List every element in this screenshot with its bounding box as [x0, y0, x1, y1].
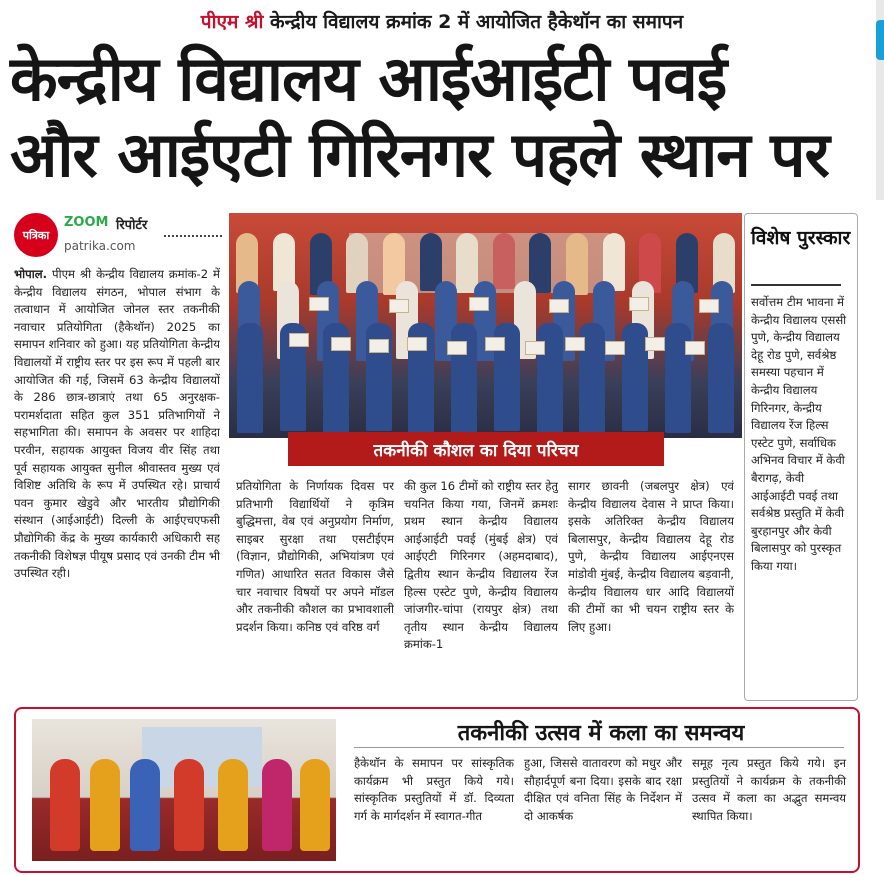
byline-divider — [164, 235, 222, 237]
special-awards-text: सर्वोत्तम टीम भावना में केन्द्रीय विद्यालय एससी पुणे, केन्द्रीय विद्यालय देहू रोड पुणे, सर्वश्रेष्ठ समस्या पहचान में केन्द्रीय विद्यालय गिरिनगर, केन्द्रीय विद्यालय रेंज हिल्स एस्टेट पुणे, सर्वाधिक अभिनव विचार में केवी बैरागढ़, केवी आईआईटी पवई तथा सर्वश्रेष्ठ प्रस्तुति में केवी बुरहानपुर और केवी बिलासपुर को पुरस्कृत किया गया। — [751, 295, 847, 573]
culture-column-2: हुआ, जिससे वातावरण को मधुर और सौहार्दपूर्ण बना दिया। इसके बाद रक्षा दीक्षित एवं वनिता सिंह के निर्देशन में दो आकर्षक — [524, 756, 682, 823]
kicker-red: पीएम श्री — [200, 11, 264, 33]
reporter-label: रिपोर्टर — [116, 218, 148, 233]
special-awards-box — [744, 213, 858, 701]
site-name: patrika.com — [64, 239, 136, 253]
byline — [14, 213, 224, 259]
headline-line-2: और आईएटी गिरिनगर पहले स्थान पर — [10, 118, 829, 191]
culture-panel — [14, 707, 860, 873]
dance-photo — [32, 719, 336, 861]
skills-column-3: सागर छावनी (जबलपुर क्षेत्र) एवं केन्द्रीय विद्यालय देवास ने प्राप्त किया। इसके अतिरिक्त केन्द्रीय विद्यालय बिलासपुर, केन्द्रीय विद्यालय देहू रोड पुणे, केन्द्रीय विद्यालय आईएनएस मांडोवी मुंबई, केन्द्रीय विद्यालय बड़वानी, केन्द्रीय विद्यालय धार आदि विद्यालयों की टीमों का भी चयन राष्ट्रीय स्तर के लिए हुआ। — [568, 479, 734, 634]
skills-column-1: प्रतियोगिता के निर्णायक दिवस पर प्रतिभागी विद्यार्थियों ने कृत्रिम बुद्धिमत्ता, वेब एवं अनुप्रयोग निर्माण, साइबर सुरक्षा तथा एसटीईएम (विज्ञान, प्रौद्योगिकी, अभियांत्रण एवं गणित) आधारित सतत विकास जैसे चार नवाचार विषयों पर अपने मॉडल और तकनीकी कौशल का प्रभावशाली प्रदर्शन किया। कनिष्ठ एवं वरिष्ठ वर्ग — [236, 479, 394, 634]
section-title-culture: तकनीकी उत्सव में कला का समन्वय — [457, 721, 745, 746]
dateline: भोपाल. — [14, 267, 48, 281]
section-title-skills: तकनीकी कौशल का दिया परिचय — [288, 432, 664, 466]
lead-column — [14, 266, 220, 704]
culture-rule — [354, 747, 844, 748]
lead-text: पीएम श्री केन्द्रीय विद्यालय क्रमांक-2 में केन्द्रीय विद्यालय संगठन, भोपाल संभाग के तत्वाधान में आयोजित जोनल स्तर तकनीकी नवाचार प्रतियोगिता (हैकेथॉन) 2025 का समापन शनिवार को हुआ। यह प्रतियोगिता केन्द्रीय विद्यालयों में राष्ट्रीय स्तर पर इस रूप में पहली बार आयोजित की गई, जिसमें 63 केन्द्रीय विद्यालयों के 286 छात्र-छात्राएं तथा 65 अनुरक्षक-परामर्शदाता सहित कुल 351 प्रतिभागियों ने सहभागिता की। समापन के अवसर पर शाहिदा परवीन, सहायक आयुक्त विजय वीर सिंह तथा पूर्व सहायक आयुक्त सुनील श्रीवास्तव मुख्य एवं विशिष्ट अतिथि के रूप में उपस्थित रहे। प्राचार्य पवन कुमार खेडुवे और भारतीय प्रौद्योगिकी संस्थान (आईआईटी) दिल्ली के आईएचएफसी प्रौद्योगिकी केंद्र के मुख्य कार्यकारी अधिकारी सह तकनीकी विशेषज्ञ पीयूष प्रसाद एवं उनकी टीम भी उपस्थित रही। — [14, 267, 220, 581]
zoom-logo: ZOOM — [64, 215, 109, 230]
culture-column-3: समूह नृत्य प्रस्तुत किये गये। इन प्रस्तुतियों ने कार्यक्रम के तकनीकी उत्सव में कला का अद्भुत समन्वय स्थापित किया। — [692, 756, 846, 823]
special-awards-rule — [751, 284, 841, 286]
kicker-text: केन्द्रीय विद्यालय क्रमांक 2 में आयोजित हैकेथॉन का समापन — [263, 11, 684, 33]
skills-column-2: की कुल 16 टीमों को राष्ट्रीय स्तर हेतु चयनित किया गया, जिनमें क्रमशः प्रथम स्थान केन्द्रीय विद्यालय आईआईटी पवई (मुंबई क्षेत्र) एवं आईएटी गिरिनगर (अहमदाबाद), द्वितीय स्थान केन्द्रीय विद्यालय रेंज हिल्स एस्टेट पुणे, केन्द्रीय विद्यालय जांजगीर-चांपा (रायपुर क्षेत्र) तथा तृतीय स्थान केन्द्रीय विद्यालय क्रमांक-1 — [404, 479, 558, 652]
special-awards-title: विशेष पुरस्कार — [751, 227, 851, 249]
kicker — [0, 8, 884, 34]
patrika-logo: पत्रिका — [14, 213, 58, 257]
main-photo — [229, 213, 742, 438]
culture-column-1: हैकेथॉन के समापन पर सांस्कृतिक कार्यक्रम भी प्रस्तुत किये गये। सांस्कृतिक प्रस्तुतियों में डॉ. दिव्यता गर्ग के मार्गदर्शन में स्वागत-गीत — [354, 756, 514, 823]
headline-line-1: केन्द्रीय विद्यालय आईआईटी पवई — [10, 42, 727, 115]
